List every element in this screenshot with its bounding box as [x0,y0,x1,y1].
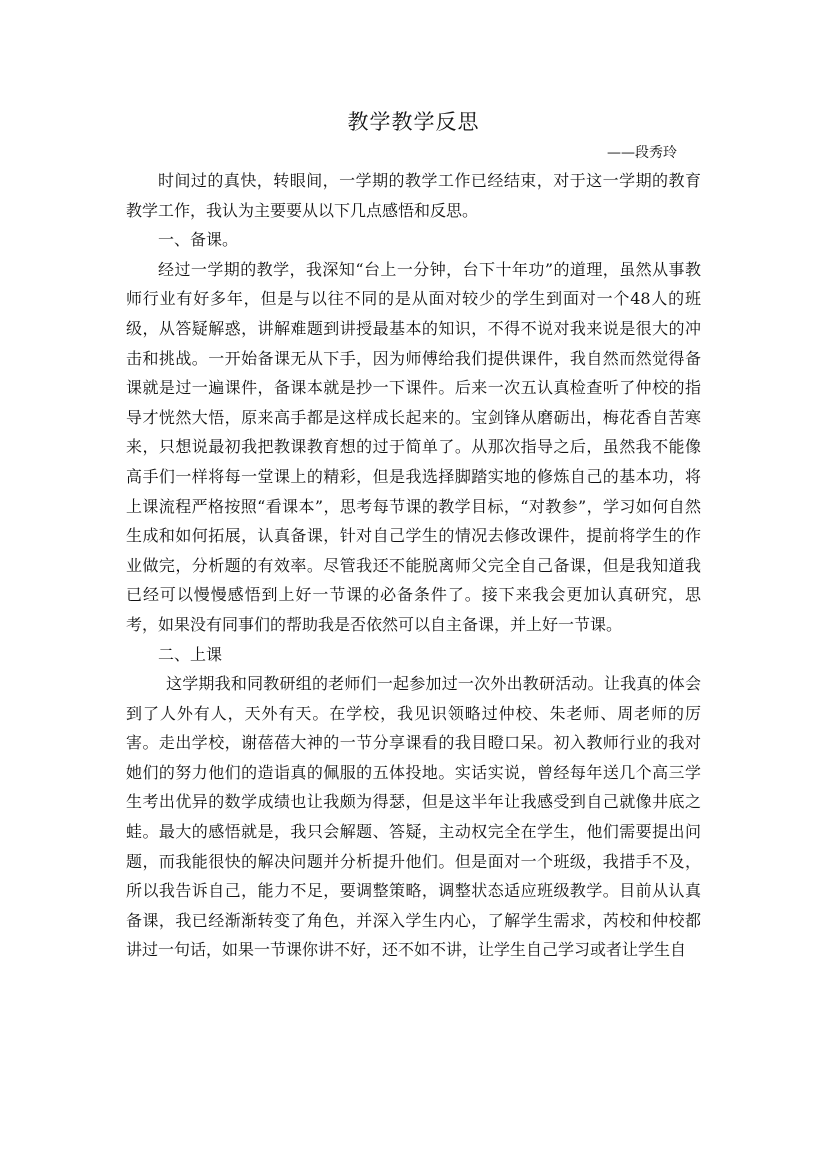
section-heading-teaching: 二、上课 [158,644,223,664]
section-heading-lesson-prep: 一、备课。 [158,230,239,250]
intro-paragraph: 时间过的真快，转眼间，一学期的教学工作已经结束，对于这一学期的教育教学工作，我认为主要要从以下几点感悟和反思。 [126,171,701,220]
lesson-prep-paragraph: 经过一学期的教学，我深知“台上一分钟，台下十年功”的道理，虽然从事教师行业有好多年，但是与以往不同的是从面对较少的学生到面对一个48人的班级，从答疑解惑，讲解难题到讲授最基本的知识，不得不说对我来说是很大的冲击和挑战。一开始备课无从下手，因为师傅给我们提供课件，我自然而然觉得备课就是过一遍课件，备课本就是抄一下课件。后来一次五认真检查听了仲校的指导才恍然大悟，原来高手都是这样成长起来的。宝剑锋从磨砺出，梅花香自苦寒来，只想说最初我把教课教育想的过于简单了。从那次指导之后，虽然我不能像高手们一样将每一堂课上的精彩，但是我选择脚踏实地的修炼自己的基本功，将上课流程严格按照“看课本”，思考每节课的教学目标，“对教参”，学习如何自然生成和如何拓展，认真备课，针对自己学生的情况去修改课件，提前将学生的作业做完，分析题的有效率。尽管我还不能脱离师父完全自己备课，但是我知道我已经可以慢慢感悟到上好一节课的必备条件了。接下来我会更加认真研究，思考，如果没有同事们的帮助我是否依然可以自主备课，并上好一节课。 [126,259,701,634]
document-title: 教学教学反思 [347,110,480,134]
teaching-paragraph: 这学期我和同教研组的老师们一起参加过一次外出教研活动。让我真的体会到了人外有人，天外有天。在学校，我见识领略过仲校、朱老师、周老师的厉害。走出学校，谢蓓蓓大神的一节分享课看的我目瞪口呆。初入教师行业的我对她们的努力他们的造诣真的佩服的五体投地。实话实说，曾经每年送几个高三学生考出优异的数学成绩也让我颇为得瑟，但是这半年让我感受到自己就像井底之蛙。最大的感悟就是，我只会解题、答疑，主动权完全在学生，他们需要提出问题，而我能很快的解决问题并分析提升他们。但是面对一个班级，我措手不及，所以我告诉自己，能力不足，要调整策略，调整状态适应班级教学。目前从认真备课，我已经渐渐转变了角色，并深入学生内心，了解学生需求，芮校和仲校都讲过一句话，如果一节课你讲不好，还不如不讲，让学生自己学习或者让学生自 [126,674,701,960]
document-author: ——段秀玲 [607,145,677,161]
document-body [126,166,701,965]
